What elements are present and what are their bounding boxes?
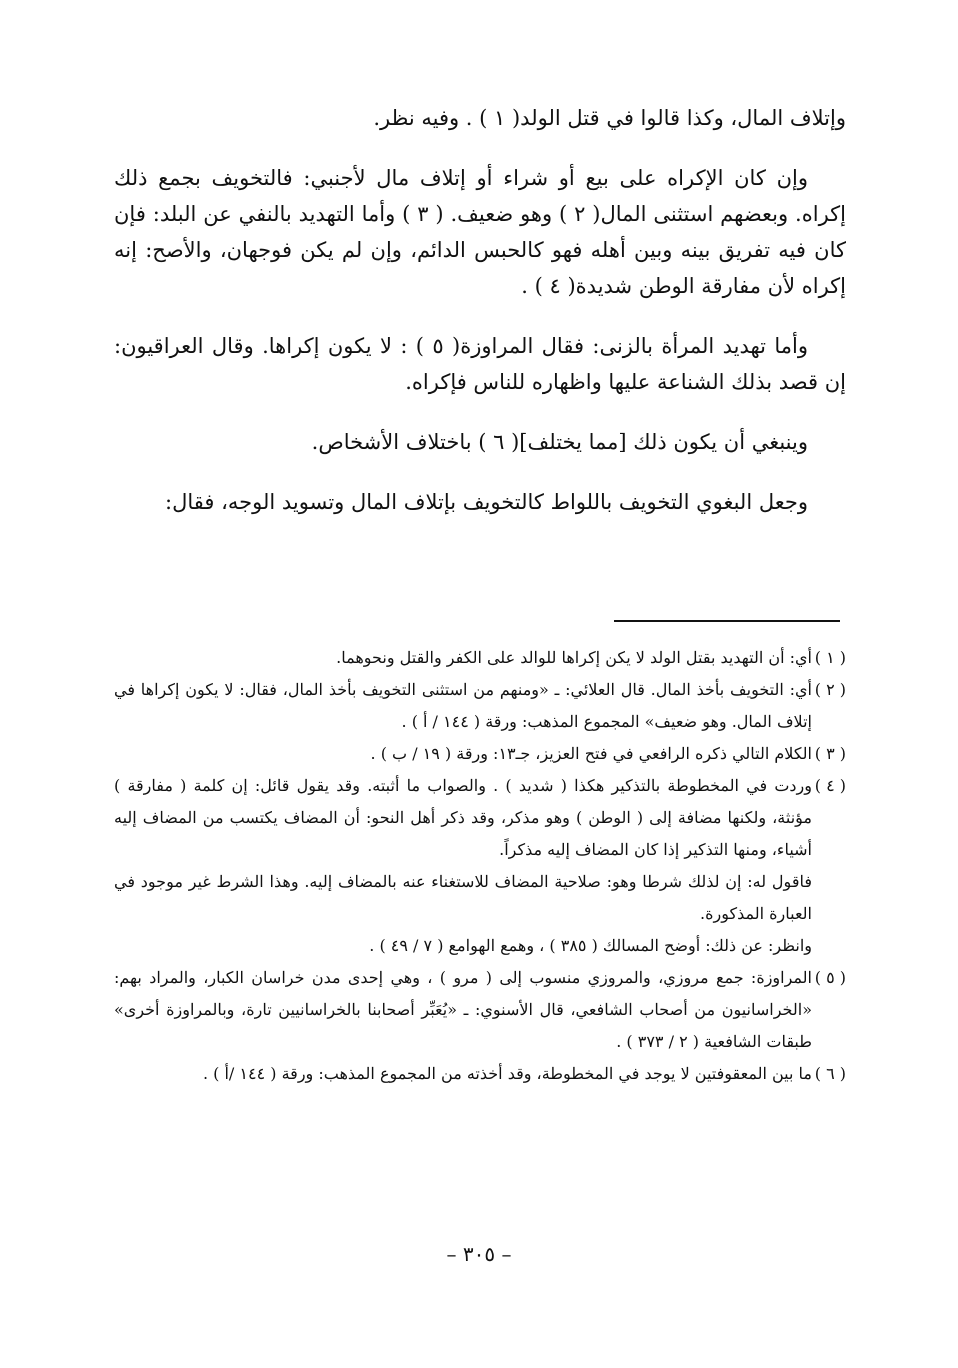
footnote-text: الكلام التالي ذكره الرافعي في فتح العزيز، جـ١٣: ورقة ( ١٩ / ب ) .: [370, 744, 812, 763]
footnote: [114, 770, 846, 962]
page-number: – ٣٠٥ –: [446, 1242, 512, 1266]
footnote-text: ما بين المعقوفتين لا يوجد في المخطوطة، وقد أخذته من المجموع المذهب: ورقة ( ١٤٤ /أ ) .: [202, 1064, 812, 1083]
footnote-number: ( ٤ ): [814, 776, 846, 795]
paragraph: وجعل البغوي التخويف باللواط كالتخويف بإتلاف المال وتسويد الوجه، فقال:: [165, 490, 808, 514]
footnote-text: المراوزة: جمع مروزي، والمروزي منسوب إلى ( مرو ) ، وهي إحدى مدن خراسان الكبار، والمراد بهم: «الخراسانيون من أصحاب الشافعي، قال الأسنوي: ـ «يُعَبِّر أصحابنا بالخراسانيين تارة، وبالمراوزة أخرى» طبقات الشافعية ( ٢ / ٣٧٣ ) .: [114, 968, 812, 1051]
footnote-number: ( ١ ): [814, 648, 846, 667]
paragraph: وإتلاف المال، وكذا قالوا في قتل الولد( ١ ) . وفيه نظر.: [373, 106, 846, 130]
footnote: [114, 738, 846, 770]
footnote-text: وردت في المخطوطة بالتذكير هكذا ( شديد ) . والصواب ما أثبته. وقد يقول قائل: إن كلمة ( مفارقة ) مؤنثة، ولكنها مضافة إلى ( الوطن ) وهو مذكر، وقد ذكر أهل النحو: أن المضاف يكتسب من المضاف إليه أشياء، ومنها التذكير إذا كان المضاف إليه مذكراً.: [114, 776, 812, 859]
footnote-text: أي: أن التهديد بقتل الولد لا يكن إكراها للوالد على الكفر والقتل ونحوهما.: [336, 648, 812, 667]
footnote: [114, 674, 846, 738]
paragraph: وأما تهديد المرأة بالزنى: فقال المراوزة( ٥ ) : لا يكون إكراها. وقال العراقيون: إن قصد بذلك الشناعة عليها واظهاره للناس فإكراه.: [114, 334, 846, 394]
footnote-separator: [614, 620, 840, 622]
paragraph: وينبغي أن يكون ذلك [مما يختلف]( ٦ ) باختلاف الأشخاص.: [311, 430, 808, 454]
footnote-text: فاقول له: إن لذلك شرطا وهو: صلاحية المضاف للاستغناء عنه بالمضاف إليه. وهذا الشرط غير موجود في العبارة المذكورة.: [114, 872, 812, 923]
footnote: [114, 962, 846, 1058]
footnote-text: أي: التخويف بأخذ المال. قال العلائي: ـ «ومنهم من استثنى التخويف بأخذ المال، فقال: لا يكون إكراها في إتلاف المال. وهو ضعيف» المجموع المذهب: ورقة ( ١٤٤ / أ ) .: [114, 680, 812, 731]
main-text: [114, 100, 846, 544]
footnote-number: ( ٦ ): [814, 1064, 846, 1083]
footnote-number: ( ٢ ): [814, 680, 846, 699]
footnote: [114, 642, 846, 674]
footnote: [114, 1058, 846, 1090]
footnote-text: وانظر: عن ذلك: أوضح المسالك ( ٣٨٥ ) ، وهمع الهوامع ( ٧ / ٤٩ ) .: [369, 936, 812, 955]
paragraph: وإن كان الإكراه على بيع أو شراء أو إتلاف مال لأجنبي: فالتخويف بجمع ذلك إكراه. وبعضهم استثنى المال( ٢ ) وهو ضعيف. ( ٣ ) وأما التهديد بالنفي عن البلد: فإن كان فيه تفريق بينه وبين أهله فهو كالحبس الدائم، وإن لم يكن فوجهان، والأصح: إنه إكراه لأن مفارقة الوطن شديدة( ٤ ) .: [114, 166, 846, 298]
footnote-number: ( ٣ ): [814, 744, 846, 763]
footnotes: [114, 642, 846, 1090]
footnote-number: ( ٥ ): [814, 968, 846, 987]
